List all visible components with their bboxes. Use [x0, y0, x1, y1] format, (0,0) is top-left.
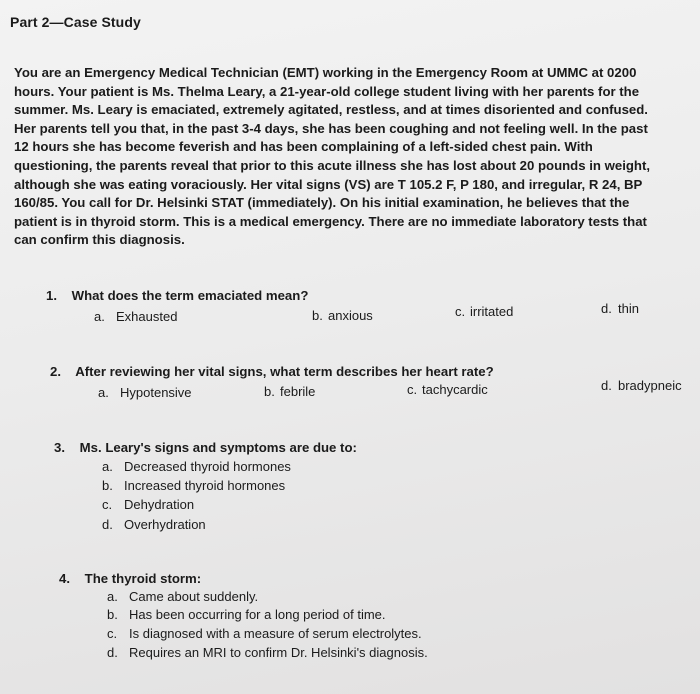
question-3-option-b: b. Increased thyroid hormones: [102, 478, 286, 493]
passage-line: You are an Emergency Medical Technician (EMT) working in the Emergency Room at UMMC at 0200: [14, 65, 637, 80]
question-1-option-b: b. anxious: [312, 308, 373, 323]
question-3-option-c: c. Dehydration: [102, 497, 195, 512]
passage-line: 12 hours she has become feverish and has been complaining of a left-sided chest pain. With: [14, 139, 593, 155]
question-number: 2.: [50, 364, 61, 379]
question-1-option-a: a. Exhausted: [94, 309, 178, 324]
passage-line: although she was eating voraciously. Her vital signs (VS) are T 105.2 F, P 180, and irregular, R 24, BP: [14, 176, 643, 192]
passage-line: patient is in thyroid storm. This is a medical emergency. There are no immediate laboratory tests that: [14, 213, 647, 229]
question-number: 4.: [59, 571, 70, 586]
question-2-option-a: a. Hypotensive: [98, 385, 192, 400]
passage-line: Her parents tell you that, in the past 3-4 days, she has been coughing and not feeling well. In the past: [14, 120, 648, 136]
question-number: 3.: [54, 440, 65, 455]
question-4-option-a: a. Came about suddenly.: [107, 589, 259, 604]
passage-line: 160/85. You call for Dr. Helsinki STAT (immediately). On his initial examination, he believes that the: [14, 195, 630, 211]
passage-line: can confirm this diagnosis.: [14, 232, 185, 248]
question-1: [46, 288, 308, 303]
question-1-option-d: d. thin: [601, 301, 639, 316]
passage-line: summer. Ms. Leary is emaciated, extremely agitated, restless, and at times disoriented and confused.: [14, 102, 648, 118]
question-text: Ms. Leary's signs and symptoms are due to:: [79, 440, 357, 455]
question-4: [59, 571, 201, 586]
question-4-option-b: b. Has been occurring for a long period of time.: [107, 607, 386, 622]
question-1-option-c: c. irritated: [455, 304, 514, 319]
question-text: The thyroid storm:: [84, 571, 202, 586]
question-3-option-d: d. Overhydration: [102, 517, 206, 532]
question-3-option-a: a. Decreased thyroid hormones: [102, 459, 291, 474]
question-2-option-d: d. bradypneic: [601, 378, 682, 393]
question-2-option-c: c. tachycardic: [407, 382, 488, 397]
question-4-option-d: d. Requires an MRI to confirm Dr. Helsinki's diagnosis.: [107, 645, 428, 660]
passage-line: questioning, the parents reveal that prior to this acute illness she has lost about 20 pounds in weight,: [14, 157, 651, 173]
question-2: [50, 364, 494, 379]
question-2-option-b: b. febrile: [264, 384, 316, 399]
question-text: What does the term emaciated mean?: [71, 288, 309, 303]
question-4-option-c: c. Is diagnosed with a measure of serum electrolytes.: [107, 626, 422, 641]
question-3: [54, 440, 357, 455]
page-title: Part 2—Case Study: [10, 14, 141, 30]
question-text: After reviewing her vital signs, what term describes her heart rate?: [75, 364, 494, 379]
passage-line: hours. Your patient is Ms. Thelma Leary, a 21-year-old college student living with her parents for the: [14, 83, 640, 99]
case-study-passage: [14, 64, 699, 250]
question-number: 1.: [46, 288, 57, 303]
